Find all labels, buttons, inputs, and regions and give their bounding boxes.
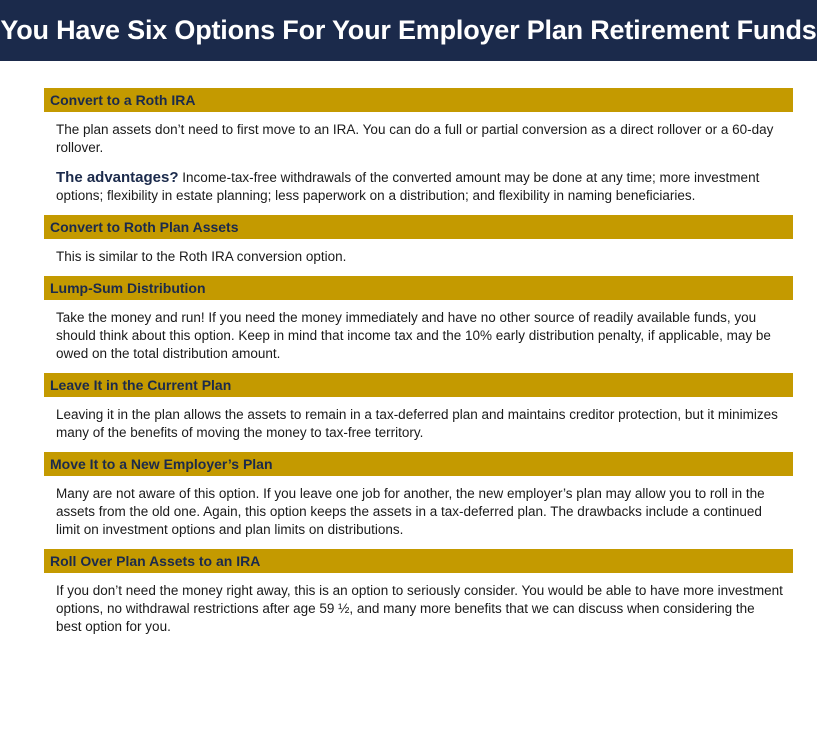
page-title-banner [0,0,817,61]
section-new-employer-plan [44,452,793,549]
section-header: Leave It in the Current Plan [44,373,793,397]
section-leave-in-plan [44,373,793,452]
section-paragraph: Take the money and run! If you need the money immediately and have no other source of readily available funds, you should think about this option. Keep in mind that income tax and the 10% early distribution penalty, if applicable, may be owed on the total distribution amount. [56,310,771,361]
section-header: Convert to Roth Plan Assets [44,215,793,239]
advantages-paragraph [44,167,793,215]
section-convert-roth-plan [44,215,793,276]
section-convert-roth-ira [44,88,793,215]
advantages-lead: The advantages? [56,169,179,186]
page-title: You Have Six Options For Your Employer Plan Retirement Funds [0,15,817,45]
section-paragraph: If you don’t need the money right away, this is an option to seriously consider. You would be able to have more investment options, no withdrawal restrictions after age 59 ½, and many more benefits that we can discuss when considering the best option for you. [56,583,783,634]
section-rollover-ira [44,549,793,646]
section-header: Move It to a New Employer’s Plan [44,452,793,476]
section-header: Convert to a Roth IRA [44,88,793,112]
section-paragraph: Leaving it in the plan allows the assets to remain in a tax-deferred plan and maintains creditor protection, but it minimizes many of the benefits of moving the money to tax-free territory. [56,407,778,440]
section-paragraph: The plan assets don’t need to first move to an IRA. You can do a full or partial conversion as a direct rollover or a 60-day rollover. [56,122,774,155]
options-list [44,88,793,646]
section-paragraph: Many are not aware of this option. If you leave one job for another, the new employer’s plan may allow you to roll in the assets from the old one. Again, this option keeps the assets in a tax-deferred plan. The drawbacks include a continued limit on investment options and plan limits on distributions. [56,486,765,537]
section-header: Roll Over Plan Assets to an IRA [44,549,793,573]
advantages-text: Income-tax-free withdrawals of the converted amount may be done at any time; more investment options; flexibility in estate planning; less paperwork on a distribution; and flexibility in naming beneficiaries. [56,170,760,203]
section-paragraph: This is similar to the Roth IRA conversion option. [56,249,347,264]
section-lump-sum [44,276,793,373]
section-header: Lump-Sum Distribution [44,276,793,300]
